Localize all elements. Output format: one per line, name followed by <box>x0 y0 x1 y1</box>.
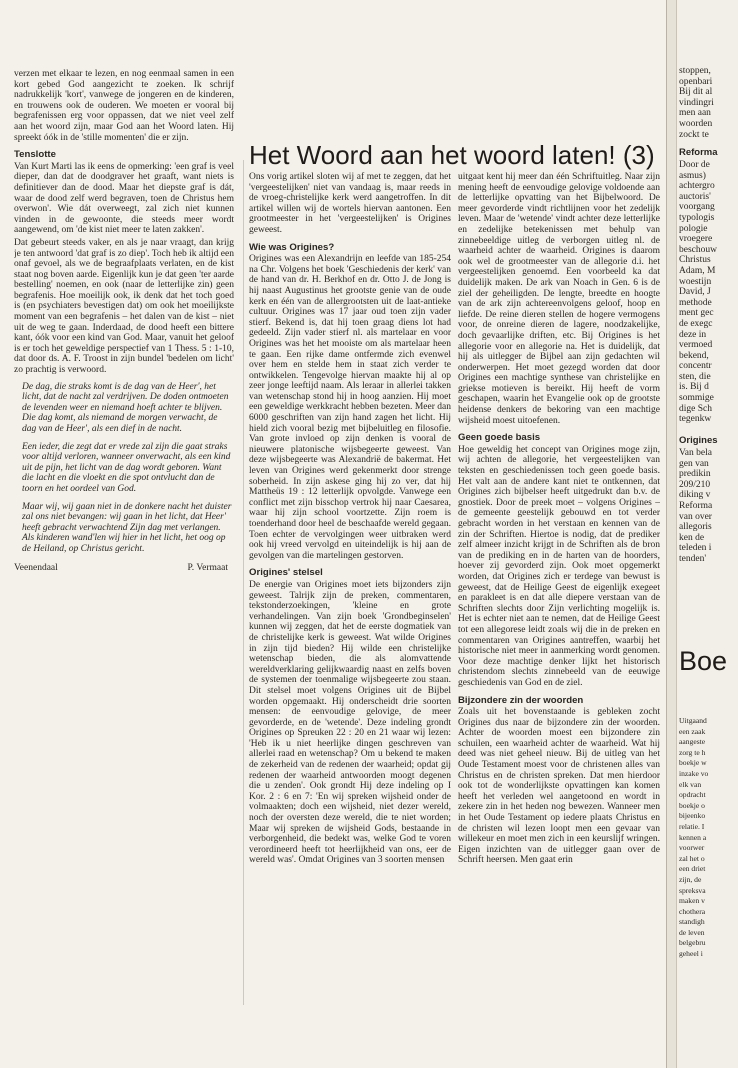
clipped-line: typologis <box>679 212 715 223</box>
clipped-line: standigh <box>679 917 705 927</box>
clipped-line: belgebru <box>679 938 706 948</box>
clipped-line: men aan <box>679 108 711 119</box>
clipped-line: is. Bij d <box>679 382 709 393</box>
tenslotte-heading: Tenslotte <box>14 149 56 161</box>
poem-stanza-3: Maar wij, wij gaan niet in de donkere nacht het duister zal ons niet bevangen: wij gaan in het licht, dat Heer' heeft gebracht verwachtend Zijn dag met verlangen. Als kinderen wand'len wij hier in het licht, het oog op de Heiland, op Christus gericht. <box>22 501 232 554</box>
clipped-line: inzake vo <box>679 768 709 778</box>
signature-place: Veenendaal <box>14 562 58 573</box>
clipped-line: David, J <box>679 287 711 298</box>
clipped-line: zorg te h <box>679 747 706 757</box>
clipped-line: voorgang <box>679 202 715 213</box>
stelsel-text: De energie van Origines moet iets bijzonders zijn geweest. Talrijk zijn de preken, commentaren, tekstonderzoekingen, 'kleine en grote verhandelingen. Van zijn boek 'Grondbeginselen' kunnen wij zeggen, dat het de eerste dogmatiek van de christelijke kerk is geweest. Wat wilde Origines in zijn tijd bieden? Hij wilde een christelijke wetenschap bieden, die als alomvattende wereldverklaring gelijkwaardig naast en zelfs boven de systemen der toenmalige wijsbegeerte zou staan. Dit stelsel moet volgens Origines uit de Bijbel worden opgemaakt. Hij onderscheidt drie soorten mensen: de eenvoudige gelovige, de meer gevorderde, en de 'wetende'. Deze indeling grondt Origines op Spreuken 22 : 20 en 21 waar wij lezen: 'Heb ik u niet heerlijke dingen geschreven van allerlei raad en wetenschap? Om u bekend te maken de zekerheid van de redenen der waarheid; opdat gij redenen der waarheid antwoorden moogt degenen die u zenden'. Ook grondt Hij deze indeling op I Kor. 2 : 6 en 7: 'En wij spreken wijsheid onder de volmaakten; doch een wijsheid, niet dezer wereld, noch der oversten deze wereld, die te niet worden; Maar wij spreken de wijsheid Gods, bestaande in verborgenheid, die bedekt was, welke God te voren verordineerd heeft tot heerlijkheid van ons, eer de wereld was'. Omdat Origines van 3 soorten mensen <box>249 579 451 866</box>
clipped-line: aangeste <box>679 737 706 747</box>
clipped-line: vroegere <box>679 234 713 245</box>
clipped-line: de leven <box>679 927 705 937</box>
clipped-line: predikin <box>679 469 711 480</box>
clipped-line: deze in <box>679 329 707 340</box>
clipped-line: woestijn <box>679 276 712 287</box>
middle-intro: Ons vorig artikel sloten wij af met te zeggen, dat het 'vergeestelijken' niet van vandaag is, maar reeds in de vroeg-christelijke kerk werd aangetroffen. In dit artikel willen wij de wortels hiervan aantonen. Een grootmeester in het 'vergeestelijken' is Origines geweest. <box>249 172 451 235</box>
geen-heading: Geen goede basis <box>458 432 541 444</box>
clipped-line: stoppen, <box>679 66 711 76</box>
bijzondere-heading: Bijzondere zin der woorden <box>458 694 584 706</box>
origines-heading-text: Origines <box>679 436 718 446</box>
signature-line <box>14 563 234 574</box>
wie-heading: Wie was Origines? <box>249 241 335 253</box>
column-divider <box>243 160 244 1005</box>
origines-lines <box>679 448 738 565</box>
clipped-line: sten, die <box>679 371 711 382</box>
stelsel-heading: Origines' stelsel <box>249 567 323 579</box>
column-left <box>14 69 234 1014</box>
article-title: Het Woord aan het woord laten! (3) <box>249 140 655 170</box>
clipped-line: ken de <box>679 532 705 543</box>
clipped-line: voorwer <box>679 843 705 853</box>
geen-text: Hoe geweldig het concept van Origines moge zijn, wij achten de allegorie, het vergeestelijken van teksten en geschiedenissen toch geen goede basis. Het valt aan de andere kant niet te ontkennen, dat Origines zich bijbelser heeft uitgedrukt dan b.v. de gnostiek. Door de preek moet – volgens Origines – de gemeente geestelijk gebouwd en tot verder gebracht worden in het verstaan en kennen van de zin der Schriften. Hiertoe is nodig, dat de prediker zelf almeer inzicht krijgt in de Schriften als de bron van de prediking en in de harten van de hoorders, hoever zij gevorderd zijn. Ook moet opgemerkt worden, dat Origines zich er terdege van bewust is geweest, dat de Heilige Geest de eigenlijk exegeet en parakleet is en dat alle diepere verstaan van de Schriften slechts door Zijn verlichting mogelijk is. Het is echter niet aan te nemen, dat de Heilige Geest tot een allegorese leidt zoals wij die in de preken en commentaren van Origines aantreffen, waarbij het historische niet meer in aanmerking wordt genomen. Voor deze machtige denker lijkt het historisch christendom slechts zinnebeeld van de eeuwige geschiedenis van God en de ziel. <box>458 444 660 688</box>
clipped-line: asmus) <box>679 170 706 181</box>
clipped-line: vermoed <box>679 340 713 351</box>
clipped-line: woorden <box>679 118 713 129</box>
next-page-edge <box>676 0 738 1068</box>
clipped-line: Reforma <box>679 500 713 511</box>
clipped-line: vindingri <box>679 97 714 108</box>
clipped-line: Van bela <box>679 448 712 458</box>
clipped-line: van over <box>679 511 712 522</box>
reforma-heading <box>679 148 738 159</box>
clipped-line: sommige <box>679 393 714 404</box>
clipped-line: een zaak <box>679 726 706 736</box>
clipped-line: allegoris <box>679 522 712 533</box>
clipped-line: Door de <box>679 160 710 170</box>
clipped-line: kennen a <box>679 832 707 842</box>
wie-text: Origines was een Alexandrijn en leefde van 185-254 na Chr. Volgens het boek 'Geschiedenis der kerk' van de hand van dr. H. Berkhof en dr. Otto J. de Jong is hij naast Augustinus het grootste genie van de oude kerk en één van de allergrootsten uit de laat-antieke cultuur. Origines was 17 jaar oud toen zijn vader stierf. Bekend is, dat hij toen graag diens lot had gedeeld. Zijn vader stierf nl. als martelaar en voor Origines was het het mooiste om als martelaar heen te gaan. Een rijke dame ontfermde zich evenwel over hem en stelde hem in staat zich verder te ontwikkelen. Tengevolge hiervan maakte hij al op zeer jonge leeftijd naam. Als leraar in allerlei takken van wetenschap stond hij in hoog aanzien. Hij moet een geweldige werkkracht hebben bezeten. Meer dan 6000 geschriften van zijn hand zagen het licht. Hij hield zich vooral bezig met bijbeluitleg en filosofie. Van grote invloed op zijn denken is vooral de nieuwere platonische wijsbegeerte geweest. Van deze wijsbegeerte was Alexandrië de bakermat. Het leven van Origines werd gekenmerkt door strenge soberheid. In zijn askese ging hij zo ver, dat hij Mattheüs 19 : 12 letterlijk opvolgde. Vanwege een conflict met zijn bisschop vertrok hij naar Caesarea, waar hij zijn school voortzette. Zijn roem is toenderhand door heel de beschaafde wereld gegaan. Toen echter de vervolgingen weer uitbraken werd ook hij vreed vervolgd en uiteindelijk is hij aan de gevolgen van die martelingen gestorven. <box>249 254 451 561</box>
clipped-line: concentr <box>679 361 712 372</box>
clipped-line: beschouw <box>679 244 717 255</box>
clipped-line: zockt te <box>679 129 709 140</box>
clipped-line: gen van <box>679 458 709 469</box>
clipped-line: Bij dit al <box>679 87 713 98</box>
clipped-line: relatie. I <box>679 821 705 831</box>
bijzondere-text: Zoals uit het bovenstaande is gebleken zocht Origines dus naar de bijzondere zin der woorden. Achter de woorden moest een bijzondere zin schuilen, een waarheid achter de waarheid. Wat hij deed was niet geheel nieuw. Bij de uitleg van het Oude Testament moest voor de christenen alles van Christus en de christen spreken. Dat men hierdoor ook tot de wonderlijkste opvattingen kan komen heeft het verleden wel aangetoond en wordt in zekere zin in het heden nog bewezen. Wanneer men in het Oude Testament op iedere plaats Christus en de christen wil lezen loopt men een gevaar van willekeur en moet men zich in een keurslijf wringen. Eigen inzichten van de uitlegger gaan over de Schrift heersen. Men gaat erin <box>458 707 660 866</box>
clipped-line: spreksva <box>679 885 706 895</box>
poem <box>22 382 234 555</box>
signature-author: P. Vermaat <box>187 562 228 573</box>
clipped-line: geheel i <box>679 949 703 959</box>
clipped-line: achtergro <box>679 181 715 192</box>
clipped-line: maken v <box>679 896 705 906</box>
boe-lines <box>679 716 738 960</box>
clipped-line: opdracht <box>679 790 706 800</box>
clipped-line: Uitgaand <box>679 716 707 725</box>
clipped-line: bekend, <box>679 350 709 361</box>
clipped-line: tenden' <box>679 553 707 564</box>
clipped-line: diking v <box>679 490 711 501</box>
clipped-line: chothera <box>679 906 706 916</box>
clipped-line: openbari <box>679 76 713 87</box>
clipped-line: een driet <box>679 864 706 874</box>
origines-heading <box>679 436 738 447</box>
next-page-top-lines <box>679 66 738 140</box>
right-intro: uitgaat kent hij meer dan één Schriftuitleg. Naar zijn mening heeft de eenvoudige gelovige voldoende aan de letterlijke opvatting van het Bijbelwoord. De meer gevorderde vindt richtlijnen voor het zedelijk leven. Maar de 'wetende' vindt achter deze letterlijke en zedelijke betekenissen met behulp van zinnebeeldige uitleg de verborgen uitleg nl. de waarheid achter de waarheid. Origines is daarom ook wel de grootmeester van de allegorie d.i. het vergeestelijken genoemd. Een voorbeeld ka dat duidelijk maken. De ark van Noach in Gen. 6 is de ziel der geheiligden. De lengte, breedte en hoogte van de ark zijn achtereenvolgens geloof, hoop en liefde. De reine dieren stellen de hogere vermogens voor, de onreine dieren de lagere, noodzakelijke, doch gevaarlijke driften, etc. Bij Origines is het allegorie voor en allegorie na. Het is duidelijk, dat hij als uitlegger de Bijbel aan zijn gedachten wil onderwerpen. Het moet gezegd worden dat door Origines een machtige synthese van christelijke en griekse motieven is bereikt. Hij heeft de vorm geschapen, waarin het Evangelie ook op de grootste heidense denkers de bekoring van een machtige wijsheid moest uitoefenen. <box>458 172 660 426</box>
clipped-line: dige Sch <box>679 403 712 414</box>
reforma-heading-text: Reforma <box>679 148 718 158</box>
clipped-line: methode <box>679 297 712 308</box>
clipped-line: bijeenko <box>679 811 706 821</box>
clipped-line: 209/210 <box>679 479 711 490</box>
clipped-line: zijn, de <box>679 874 702 884</box>
poem-stanza-2: Een ieder, die zegt dat er vrede zal zijn die gaat straks voor altijd verloren, wanneer onverwacht, als een kind uit de pijn, het licht van de dag wordt geboren. Want die lacht en die vloekt en die spot ontvlucht dan de toorn en het oordeel van God. <box>22 441 231 494</box>
clipped-line: boekje w <box>679 758 707 768</box>
clipped-line: auctoris' <box>679 191 711 202</box>
tenslotte-paragraph-2: Dat gebeurt steeds vaker, en als je naar vraagt, dan krijg je ten antwoord 'dat graf is zo diep'. Toch heb ik altijd een onaf gevoel, als we de begraafplaats verlaten, en de kist staat nog boven aarde. Eigenlijk kun je dat geen 'ter aarde bestelling' noemen, en ook (naar de letterlijke zin) geen begrafenis. Hoe moeilijk ook, ik denk dat het toch goed is (en psychiaters bevestigen dat) om ook het moeilijkste moment van een begrafenis – het dalen van de kist – niet uit de weg te gaan. Inderdaad, de dood heeft een bittere kant, óók voor een kind van God. Maar, vanuit het geloof is er toch het geweldige perspectief van 1 Thess. 5 : 1-10, dat door ds. A. F. Troost in zijn bundel 'bedelen om licht' zo prachtig is verwoord. <box>14 237 234 376</box>
clipped-line: Christus <box>679 255 711 266</box>
clipped-line: elk van <box>679 779 702 789</box>
poem-stanza-1: De dag, die straks komt is de dag van de Heer', het licht, dat de nacht zal verdrijven. De doden ontmoeten de levenden weer en niemand hoeft achter te blijven. Die dag komt, als niemand de morgen verwacht, de dag van de Heer', als een dief in de nacht. <box>22 381 229 434</box>
boe-heading: Boe <box>679 646 728 676</box>
clipped-line: tegenkw <box>679 414 712 425</box>
clipped-line: pologie <box>679 223 708 234</box>
clipped-line: teleden i <box>679 543 712 554</box>
intro-paragraph: verzen met elkaar te lezen, en nog eenmaal samen in een kort gebed God aangezicht te zoeken. Ik schrijf nadrukkelijk 'kort', vanwege de jongeren en de kinderen, en trouwens ook de ouderen. We moeten er vooral bij begrafenissen erg voor oppassen, dat we niet veel zelf aan het woord zijn, maar God aan het Woord laten. Hij spreekt óók in de 'stille momenten' die er zijn. <box>14 69 234 143</box>
tenslotte-paragraph-1: Van Kurt Marti las ik eens de opmerking: 'een graf is veel dieper, dan dat de doodgraver het graaft, want niets is definitiever dan de dood. Maar het diepste graf is dát, waar de dood zelf werd begraven, toen de Christus hem overwon'. Wie dát overweegt, zal zich niet kunnen vinden in de gewoonte, die steeds meer wordt aangewend, om 'de kist niet meer te laten zakken'. <box>14 161 234 236</box>
clipped-line: de exegc <box>679 318 713 329</box>
column-middle <box>249 172 451 1017</box>
clipped-line: zal het o <box>679 853 705 863</box>
clipped-line: boekje o <box>679 800 705 810</box>
clipped-line: ment gec <box>679 308 714 319</box>
column-right <box>458 172 660 1017</box>
reforma-lines <box>679 160 738 425</box>
clipped-line: Adam, M <box>679 265 716 276</box>
